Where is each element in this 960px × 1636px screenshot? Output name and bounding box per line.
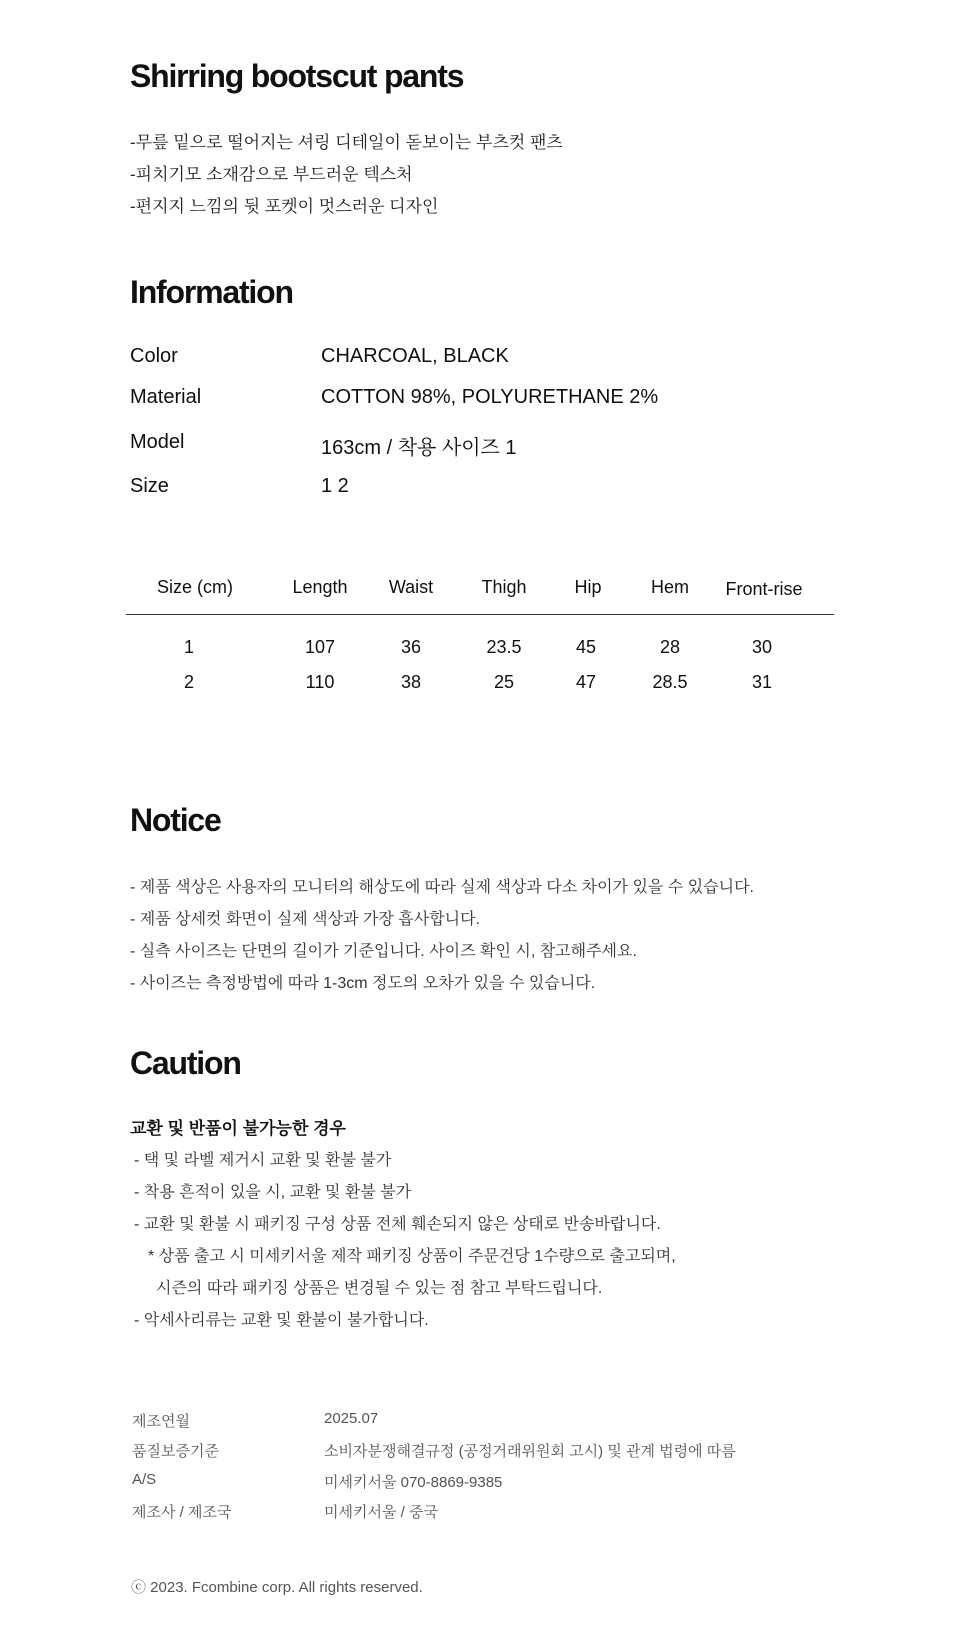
- meta-label: 제조사 / 제조국: [132, 1504, 232, 1521]
- meta-label: A/S: [132, 1471, 157, 1488]
- size-table-header: Hem: [650, 577, 690, 597]
- size-table-header: Length: [292, 577, 348, 597]
- table-cell: 28.5: [652, 672, 688, 692]
- info-label-color: Color: [130, 345, 178, 367]
- table-cell: 23.5: [486, 637, 522, 657]
- table-cell: 38: [400, 672, 422, 692]
- description-line: -편지지 느낌의 뒷 포켓이 멋스러운 디자인: [130, 197, 439, 216]
- table-cell: 45: [575, 637, 597, 657]
- information-heading: Information: [130, 274, 293, 310]
- notice-line: - 사이즈는 측정방법에 따라 1-3cm 정도의 오차가 있을 수 있습니다.: [130, 975, 596, 992]
- table-cell: 110: [305, 672, 335, 692]
- caution-line: - 택 및 라벨 제거시 교환 및 환불 불가: [134, 1152, 392, 1169]
- caution-line: - 착용 흔적이 있을 시, 교환 및 환불 불가: [134, 1184, 412, 1201]
- size-table-header: Front-rise: [725, 579, 803, 599]
- info-label-size: Size: [130, 475, 169, 497]
- info-value-material: COTTON 98%, POLYURETHANE 2%: [321, 386, 659, 408]
- size-table-header: Size (cm): [157, 577, 233, 597]
- caution-subheading: 교환 및 반품이 불가능한 경우: [130, 1119, 346, 1138]
- description-line: -피치기모 소재감으로 부드러운 텍스처: [130, 165, 413, 184]
- info-label-material: Material: [130, 386, 202, 408]
- size-table-header: Waist: [388, 577, 434, 597]
- product-title: Shirring bootscut pants: [130, 58, 464, 94]
- copyright-text: ⓒ 2023. Fcombine corp. All rights reserved.: [131, 1579, 423, 1596]
- size-table-header: Hip: [574, 577, 602, 597]
- meta-value: 소비자분쟁해결규정 (공정거래위원회 고시) 및 관계 법령에 따름: [324, 1443, 736, 1460]
- notice-line: - 실측 사이즈는 단면의 길이가 기준입니다. 사이즈 확인 시, 참고해주세요.: [130, 943, 637, 960]
- info-label-model: Model: [130, 431, 185, 453]
- table-cell: 1: [183, 637, 195, 657]
- notice-line: - 제품 색상은 사용자의 모니터의 해상도에 따라 실제 색상과 다소 차이가 있을 수 있습니다.: [130, 879, 754, 896]
- caution-line: - 교환 및 환불 시 패키징 구성 상품 전체 훼손되지 않은 상태로 반송바랍니다.: [134, 1216, 661, 1233]
- meta-value: 2025.07: [324, 1410, 379, 1427]
- table-cell: 30: [751, 637, 773, 657]
- meta-value: 미세키서울 / 중국: [324, 1504, 438, 1521]
- info-value-size: 1 2: [321, 475, 349, 497]
- meta-label: 제조연월: [132, 1413, 190, 1430]
- table-cell: 31: [751, 672, 773, 692]
- description-line: -무릎 밑으로 떨어지는 셔링 디테일이 돋보이는 부츠컷 팬츠: [130, 133, 563, 152]
- caution-line: 시즌의 따라 패키징 상품은 변경될 수 있는 점 참고 부탁드립니다.: [156, 1280, 603, 1297]
- caution-line: - 악세사리류는 교환 및 환불이 불가합니다.: [134, 1312, 429, 1329]
- notice-line: - 제품 상세컷 화면이 실제 색상과 가장 흡사합니다.: [130, 911, 481, 928]
- table-cell: 47: [575, 672, 597, 692]
- info-value-color: CHARCOAL, BLACK: [321, 345, 509, 367]
- info-value-model: 163cm / 착용 사이즈 1: [321, 437, 517, 459]
- caution-line: * 상품 출고 시 미세키서울 제작 패키징 상품이 주문건당 1수량으로 출고되며,: [148, 1248, 676, 1265]
- table-cell: 36: [400, 637, 422, 657]
- notice-heading: Notice: [130, 802, 221, 838]
- table-cell: 2: [183, 672, 195, 692]
- meta-label: 품질보증기준: [132, 1443, 219, 1460]
- meta-value: 미세키서울 070-8869-9385: [324, 1474, 503, 1491]
- size-table-header: Thigh: [481, 577, 527, 597]
- table-cell: 107: [304, 637, 336, 657]
- table-cell: 28: [659, 637, 681, 657]
- caution-heading: Caution: [130, 1045, 241, 1081]
- size-table-divider: [126, 614, 834, 615]
- table-cell: 25: [493, 672, 515, 692]
